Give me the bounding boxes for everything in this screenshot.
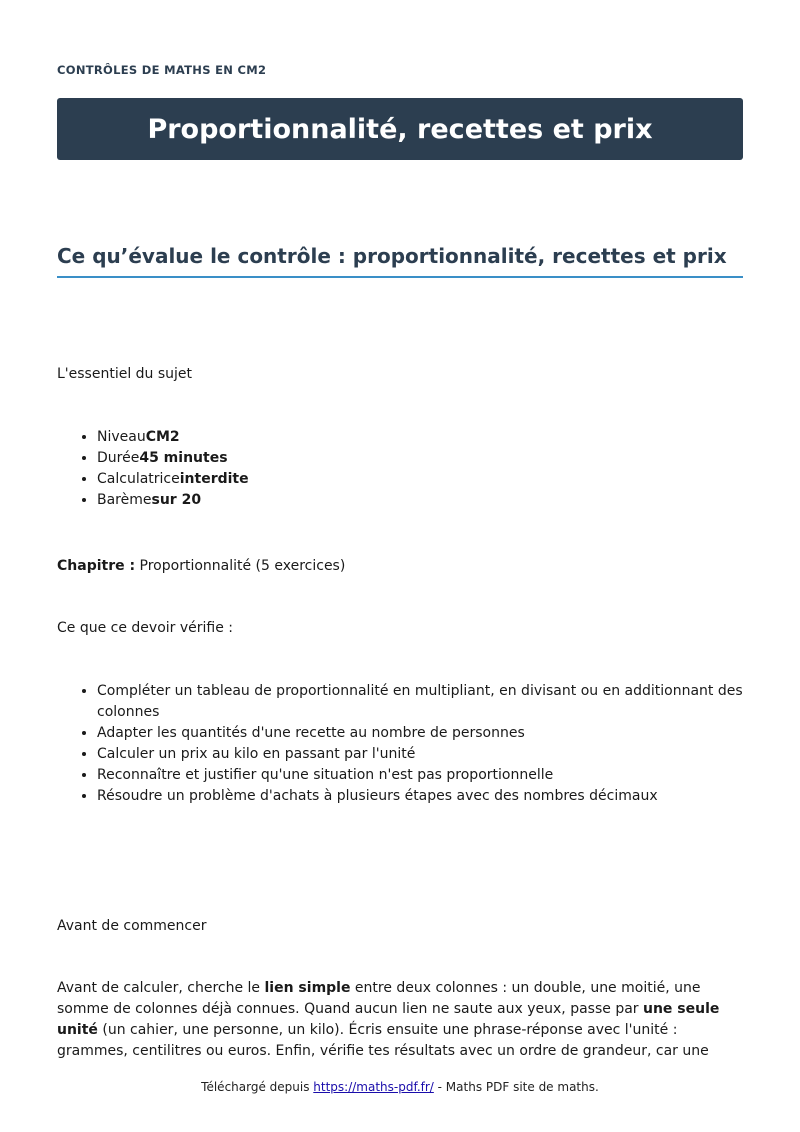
document-title: Proportionnalité, recettes et prix (147, 113, 653, 145)
chapter-label: Chapitre : (57, 558, 136, 574)
list-item: • NiveauCM2 (97, 427, 743, 448)
checks-list (57, 681, 743, 807)
advice-heading: Avant de commencer (57, 918, 207, 934)
section-title: Ce qu’évalue le contrôle : proportionnalité, recettes et prix (57, 244, 743, 278)
title-banner (57, 98, 743, 160)
page-footer: Téléchargé depuis https://maths-pdf.fr/ - Maths PDF site de maths. (201, 1080, 599, 1094)
list-item: • Reconnaître et justifier qu'une situation n'est pas proportionnelle (97, 765, 743, 786)
list-item: • Compléter un tableau de proportionnalité en multipliant, en divisant ou en additionnant des colonnes (97, 681, 743, 723)
advice-paragraph: Avant de calculer, cherche le lien simple entre deux colonnes : un double, une moitié, une somme de colonnes déjà connues. Quand aucun lien ne saute aux yeux, passe par une seule unité (un cahier, une personne, un kilo). Écris ensuite une phrase-réponse avec l'unité : grammes, centilitres ou euros. Enfin, vérifie tes résultats avec un ordre de grandeur, car une (57, 980, 720, 1059)
chapter-value: Proportionnalité (5 exercices) (139, 558, 346, 574)
list-item: • Calculer un prix au kilo en passant par l'unité (97, 744, 743, 765)
essentials-heading: L'essentiel du sujet (57, 366, 193, 382)
essentials-list (57, 427, 743, 511)
chapter-line (57, 556, 345, 577)
checks-heading: Ce que ce devoir vérifie : (57, 620, 234, 636)
list-item: • Barèmesur 20 (97, 490, 743, 511)
footer-link[interactable]: https://maths-pdf.fr/ (313, 1080, 434, 1094)
list-item: • Résoudre un problème d'achats à plusieurs étapes avec des nombres décimaux (97, 786, 743, 807)
list-item: • Calculatriceinterdite (97, 469, 743, 490)
list-item: • Durée45 minutes (97, 448, 743, 469)
document-kicker: CONTRÔLES DE MATHS EN CM2 (57, 63, 267, 77)
list-item: • Adapter les quantités d'une recette au nombre de personnes (97, 723, 743, 744)
